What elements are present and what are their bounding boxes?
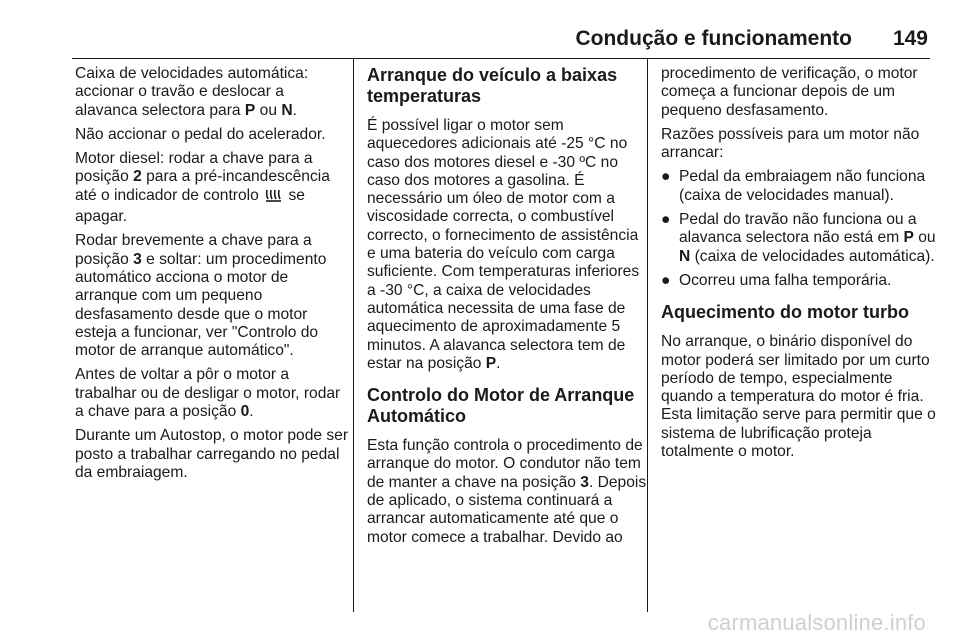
column-divider [353, 58, 354, 612]
section-heading: Aquecimento do motor turbo [661, 302, 909, 323]
list-item: ● Pedal do travão não funciona ou a alavanca selectora não está em P ou N (caixa de velocidades automática). [661, 211, 936, 265]
paragraph: Motor diesel: rodar a chave para a posição 2 para a pré-incandescência até o indicador de controlo se apagar. [75, 150, 330, 226]
paragraph: Não accionar o pedal do acelerador. [75, 125, 326, 143]
bullet-icon: ● [661, 271, 671, 289]
paragraph: Antes de voltar a pôr o motor a trabalhar ou de desligar o motor, rodar a chave para a posição 0. [75, 366, 341, 421]
paragraph: Esta função controla o procedimento de arranque do motor. O condutor não tem de manter a chave na posição 3. Depois de aplicado, o sistema continuará a arrancar automaticamente até que o motor comece a trabalhar. Devido ao [367, 437, 647, 546]
paragraph: procedimento de verificação, o motor começa a funcionar depois de um pequeno desfasamento. [661, 65, 918, 119]
paragraph: Durante um Autostop, o motor pode ser posto a trabalhar carregando no pedal da embraiagem. [75, 427, 349, 481]
paragraph: Rodar brevemente a chave para a posição 3 e soltar: um procedimento automático acciona o motor de arranque com um pequeno desfasamento desde que o motor esteja a funcionar, ver "Controlo do motor de arranque automático". [75, 232, 327, 360]
column-2 [367, 65, 647, 553]
section-heading: Controlo do Motor de Arranque Automático [367, 385, 635, 427]
page-header [72, 20, 930, 59]
glow-plug-indicator-icon [265, 188, 282, 208]
list-item: ● Pedal da embraiagem não funciona (caixa de velocidades manual). [661, 168, 926, 204]
list-item: ● Ocorreu uma falha temporária. [661, 271, 892, 289]
bullet-icon: ● [661, 168, 671, 186]
paragraph: No arranque, o binário disponível do motor poderá ser limitado por um curto período de tempo, especialmente quando a temperatura do motor é fria. Esta limitação serve para permitir que o sistema de lubrificação proteja totalmente o motor. [661, 333, 936, 461]
bullet-icon: ● [661, 211, 671, 229]
column-3 [661, 65, 941, 467]
column-1 [75, 65, 350, 488]
section-title: Condução e funcionamento [575, 27, 852, 50]
bullet-list [661, 168, 941, 290]
section-heading: Arranque do veículo a baixas temperaturas [367, 65, 618, 106]
watermark: carmanualsonline.info [707, 610, 926, 635]
paragraph: Razões possíveis para um motor não arrancar: [661, 125, 920, 162]
column-divider [647, 58, 648, 612]
page-number: 149 [892, 27, 928, 50]
paragraph: Caixa de velocidades automática: accionar o travão e deslocar a alavanca selectora para P ou N. [75, 65, 309, 119]
paragraph: É possível ligar o motor sem aquecedores adicionais até -25 °C no caso dos motores diesel e -30 ºC no caso dos motores a gasolina. É necessário um óleo de motor com a viscosidade correcta, o combustível correcto, o fornecimento de assistência e uma bateria do veículo com carga suficiente. Com temperaturas inferiores a -30 °C, a caixa de velocidades automática necessita de uma fase de aquecimento de aproximadamente 5 minutos. A alavanca selectora tem de estar na posição P. [367, 117, 640, 372]
